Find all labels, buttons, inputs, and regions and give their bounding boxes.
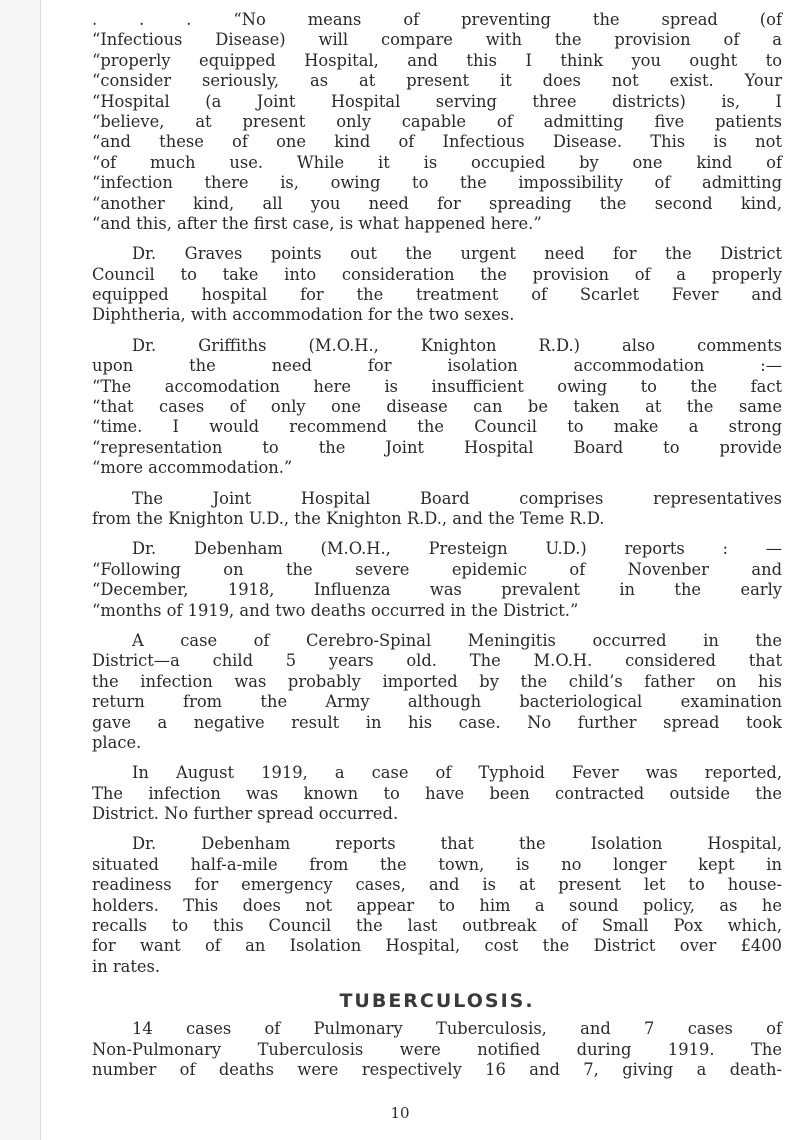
text-line: in rates.	[92, 956, 161, 976]
text-line: In August 1919, a case of Typhoid Fever was reported,	[132, 763, 782, 783]
text-line: number of deaths were respectively 16 and 7, giving a death-	[92, 1059, 782, 1079]
paragraph-gap	[92, 479, 782, 489]
text-line: . . . “No means of preventing the spread (of	[92, 10, 782, 29]
text-line: place.	[92, 732, 142, 752]
text-line: situated half-a-mile from the town, is no longer kept in	[92, 854, 782, 874]
text-line: “Hospital (a Joint Hospital serving three districts) is, I	[92, 91, 782, 111]
text-line: Dr. Debenham (M.O.H., Presteign U.D.) reports : —	[132, 539, 782, 559]
text-line: “consider seriously, as at present it does not exist. Your	[92, 71, 782, 91]
document-page	[92, 10, 782, 1080]
text-line: “representation to the Joint Hospital Board to provide	[92, 437, 782, 457]
paragraph-debenham1	[92, 539, 782, 621]
paragraph-gap	[92, 326, 782, 336]
text-line: holders. This does not appear to him a sound policy, as he	[92, 895, 782, 915]
text-line: “infection there is, owing to the impossibility of admitting	[92, 173, 782, 193]
text-line: Dr. Griffiths (M.O.H., Knighton R.D.) also comments	[132, 335, 782, 355]
text-line: “Infectious Disease) will compare with the provision of a	[92, 30, 782, 50]
text-line: “believe, at present only capable of admitting five patients	[92, 111, 782, 131]
text-line: “The accomodation here is insufficient owing to the fact	[92, 376, 782, 396]
text-line: “months of 1919, and two deaths occurred in the District.”	[92, 600, 579, 620]
text-line: Diphtheria, with accommodation for the two sexes.	[92, 305, 515, 325]
paragraph-graves	[92, 244, 782, 326]
text-line: recalls to this Council the last outbreak of Small Pox which,	[92, 916, 782, 936]
text-line: District. No further spread occurred.	[92, 804, 399, 824]
text-line: “more accommodation.”	[92, 458, 293, 478]
text-line: equipped hospital for the treatment of Scarlet Fever and	[92, 285, 782, 305]
text-line: “of much use. While it is occupied by one kind of	[92, 152, 782, 172]
text-line: from the Knighton U.D., the Knighton R.D., and the Teme R.D.	[92, 508, 605, 528]
text-line: “that cases of only one disease can be taken at the same	[92, 397, 782, 417]
text-line: “and these of one kind of Infectious Disease. This is not	[92, 132, 782, 152]
text-line: “properly equipped Hospital, and this I think you ought to	[92, 50, 782, 70]
text-line: “and this, after the first case, is what happened here.”	[92, 213, 542, 233]
paragraph-gap	[92, 234, 782, 244]
paragraph-griffiths	[92, 336, 782, 479]
text-line: Non-Pulmonary Tuberculosis were notified during 1919. The	[92, 1039, 782, 1059]
text-line: The infection was known to have been contracted outside the	[92, 783, 782, 803]
paragraph-quote1	[92, 10, 782, 234]
paragraph-board	[92, 489, 782, 530]
text-line: The Joint Hospital Board comprises representatives	[132, 488, 782, 508]
paragraph-debenham2	[92, 834, 782, 977]
text-line: Council to take into consideration the provision of a properly	[92, 264, 782, 284]
text-line: for want of an Isolation Hospital, cost the District over £400	[92, 936, 782, 956]
text-line: return from the Army although bacteriological examination	[92, 692, 782, 712]
text-line: District—a child 5 years old. The M.O.H. considered that	[92, 651, 782, 671]
text-line: “another kind, all you need for spreading the second kind,	[92, 193, 782, 213]
paragraph-tuberculosis	[92, 1019, 782, 1080]
paragraph-gap	[92, 529, 782, 539]
section-heading: TUBERCULOSIS.	[339, 990, 535, 1013]
paragraph-gap	[92, 977, 782, 987]
paragraph-typhoid	[92, 763, 782, 824]
text-line: “Following on the severe epidemic of Novenber and	[92, 559, 782, 579]
page-number: 10	[390, 1104, 410, 1122]
text-line: the infection was probably imported by the child’s father on his	[92, 671, 782, 691]
paragraph-gap	[92, 824, 782, 834]
text-line: “December, 1918, Influenza was prevalent in the early	[92, 580, 782, 600]
paragraph-meningitis	[92, 631, 782, 753]
page-gutter	[0, 0, 41, 1140]
paragraph-gap	[92, 621, 782, 631]
text-line: 14 cases of Pulmonary Tuberculosis, and 7 cases of	[132, 1019, 782, 1039]
text-line: “time. I would recommend the Council to make a strong	[92, 417, 782, 437]
text-line: A case of Cerebro-Spinal Meningitis occurred in the	[132, 630, 782, 650]
text-line: Dr. Debenham reports that the Isolation Hospital,	[132, 834, 782, 854]
text-line: gave a negative result in his case. No further spread took	[92, 712, 782, 732]
paragraph-gap	[92, 753, 782, 763]
text-line: readiness for emergency cases, and is at present let to house-	[92, 875, 782, 895]
text-line: upon the need for isolation accommodation :—	[92, 356, 782, 376]
text-line: Dr. Graves points out the urgent need for the District	[132, 244, 782, 264]
